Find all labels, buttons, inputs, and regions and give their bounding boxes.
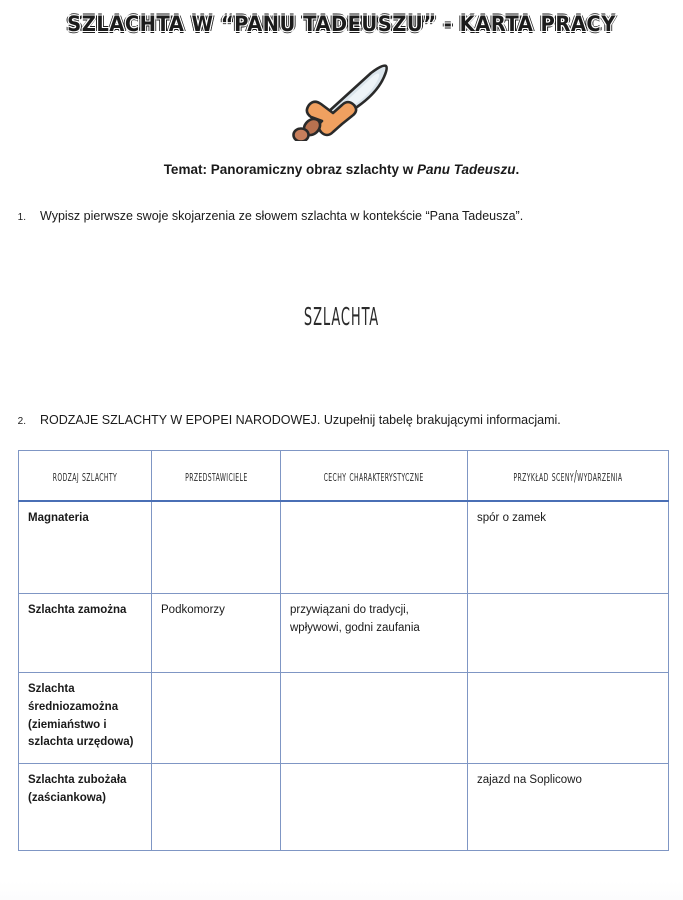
table-row — [19, 594, 669, 673]
cell-representatives[interactable] — [152, 673, 281, 764]
topic-line — [0, 162, 683, 177]
task-number-1: 1. — [17, 212, 26, 223]
cell-kind[interactable] — [19, 764, 152, 851]
table-row — [19, 501, 669, 594]
illustration-container — [0, 55, 683, 141]
task-item-1 — [10, 208, 663, 225]
cell-line: (zaściankowa) — [28, 791, 106, 804]
cell-line: Szlachta zubożała — [28, 774, 127, 786]
table-header-label: przedstawiciele — [184, 466, 248, 485]
cell-line: przywiązani do tradycji, — [290, 604, 409, 616]
page-title: SZLACHTA W “PANU TADEUSZU” - KARTA PRACY — [67, 12, 616, 36]
table-header-cell-kind — [19, 451, 152, 501]
cell-example[interactable] — [468, 673, 669, 764]
cell-kind[interactable]: Szlachta zamożna — [19, 594, 152, 673]
table-header-cell-traits — [281, 451, 468, 501]
cell-line: szlachta urzędowa) — [28, 736, 134, 749]
table-header-cell-example — [468, 451, 669, 501]
topic-work-title: Panu Tadeuszu — [417, 162, 516, 177]
cell-traits[interactable] — [281, 764, 468, 851]
table-row — [19, 764, 669, 851]
cell-line: średniozamożna — [28, 700, 119, 713]
cell-kind[interactable]: Magnateria — [19, 501, 152, 594]
task-text-2: RODZAJE SZLACHTY W EPOPEI NARODOWEJ. Uzupełnij tabelę brakującymi informacjami. — [40, 413, 561, 427]
cell-example[interactable]: spór o zamek — [468, 501, 669, 594]
table-header-row — [19, 451, 669, 501]
cell-traits[interactable] — [281, 594, 468, 673]
cell-line: wpływowi, godni zaufania — [290, 621, 420, 634]
nobility-table-container — [18, 450, 668, 851]
cell-line: Szlachta — [28, 683, 75, 695]
page-bottom-edge — [0, 858, 683, 900]
cell-representatives[interactable]: Podkomorzy — [152, 594, 281, 673]
topic-prefix: Temat: Panoramiczny obraz szlachty w — [163, 162, 418, 177]
cell-kind[interactable] — [19, 673, 152, 764]
task-item-2 — [10, 412, 663, 429]
cell-traits[interactable] — [281, 501, 468, 594]
task-text-1: Wypisz pierwsze swoje skojarzenia ze słowem szlachta w kontekście “Pana Tadeusza”. — [40, 209, 524, 223]
cell-representatives[interactable] — [152, 764, 281, 851]
table-row — [19, 673, 669, 764]
table-header-label: rodzaj szlachty — [52, 466, 118, 485]
cell-line: (ziemiaństwo i — [28, 718, 107, 731]
table-header-label: cechy charakterystyczne — [324, 466, 424, 485]
cell-example[interactable]: zajazd na Soplicowo — [468, 764, 669, 851]
cell-example[interactable] — [468, 594, 669, 673]
topic-suffix: . — [515, 162, 520, 177]
sabre-icon — [287, 55, 397, 141]
cell-traits[interactable] — [281, 673, 468, 764]
mindmap-heading: SZLACHTA — [303, 302, 380, 331]
nobility-table — [18, 450, 669, 851]
cell-representatives[interactable] — [152, 501, 281, 594]
task-number-2: 2. — [17, 416, 26, 427]
table-header-label: przykład sceny/wydarzenia — [513, 466, 623, 485]
table-header-cell-representatives — [152, 451, 281, 501]
